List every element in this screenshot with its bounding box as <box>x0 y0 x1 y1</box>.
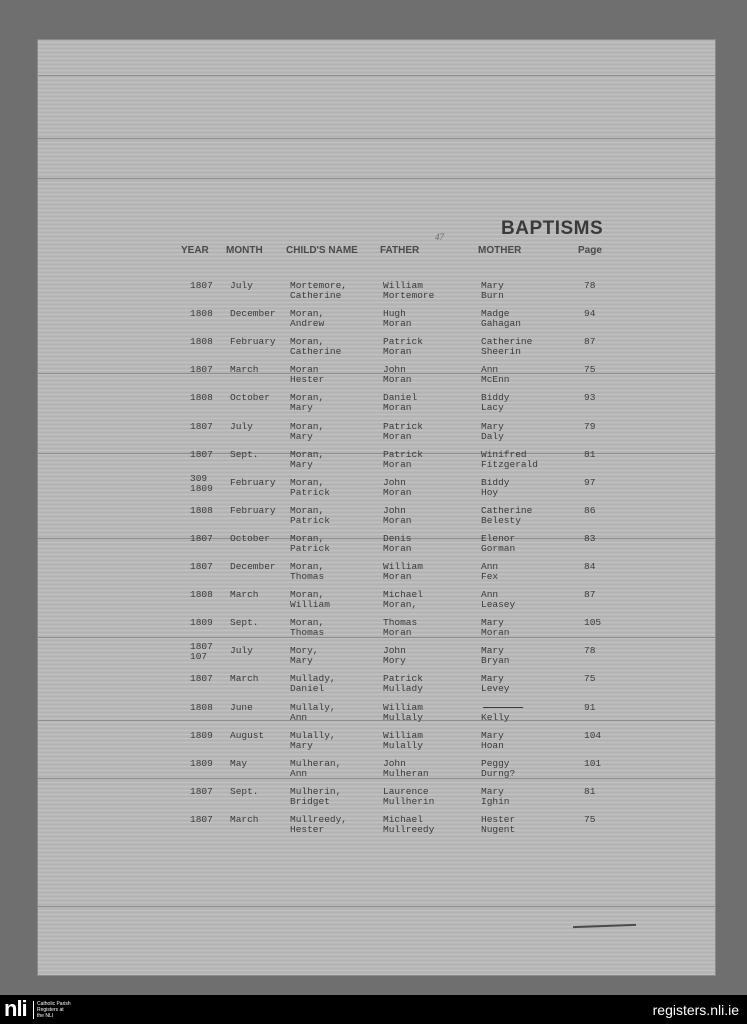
father-forename-cell: William <box>383 561 423 572</box>
mother-surname-cell: Kelly <box>481 711 510 723</box>
table-row <box>38 617 715 645</box>
table-row <box>38 814 715 842</box>
child-forename-cell: Mary <box>290 655 313 667</box>
father-surname-cell: Mortemore <box>383 290 435 301</box>
child-surname-cell: Mortemore, <box>290 280 348 291</box>
father-forename-cell: John <box>383 645 406 657</box>
year-cell: 1807 <box>190 785 213 797</box>
page-cell: 86 <box>584 504 596 516</box>
father-forename-cell: Patrick <box>383 673 423 685</box>
father-forename-cell: William <box>383 701 423 713</box>
table-row <box>38 280 715 308</box>
year-cell: 1807 <box>190 448 213 460</box>
child-forename-cell: Ann <box>290 767 308 779</box>
father-forename-cell: William <box>383 280 423 291</box>
header-month: MONTH <box>226 245 263 256</box>
header-year: YEAR <box>181 245 209 256</box>
father-forename-cell: Patrick <box>383 448 423 460</box>
mother-forename-cell: Mary <box>481 280 504 291</box>
father-forename-cell: Michael <box>383 813 423 825</box>
father-surname-cell: Mory <box>383 655 406 667</box>
year-cell: 1807 <box>190 561 213 572</box>
mother-forename-cell: Biddy <box>481 476 510 488</box>
page-cell: 87 <box>584 336 596 348</box>
year-cell: 1807 <box>190 641 213 653</box>
logo-caption-line: Registers at <box>37 1007 64 1013</box>
child-surname-cell: Mulally, <box>290 729 336 741</box>
page-cell: 97 <box>584 476 596 488</box>
month-cell: October <box>230 532 270 544</box>
blank-underline <box>483 707 523 708</box>
table-row <box>38 589 715 617</box>
mother-forename-cell: Mary <box>481 420 504 432</box>
month-cell: February <box>230 336 276 348</box>
month-cell: Sept. <box>230 448 259 460</box>
child-forename-cell: Bridget <box>290 795 330 807</box>
footer-bar <box>0 995 747 1024</box>
father-surname-cell: Moran <box>383 318 412 330</box>
father-surname-cell: Moran <box>383 486 412 498</box>
table-row <box>38 421 715 449</box>
father-forename-cell: John <box>383 364 406 376</box>
child-forename-cell: Thomas <box>290 627 325 639</box>
child-surname-cell: Moran, <box>290 561 325 572</box>
mother-surname-cell: Daly <box>481 430 504 442</box>
father-forename-cell: Laurence <box>383 785 429 797</box>
child-forename-cell: Hester <box>290 374 325 386</box>
year-cell: 1807 <box>190 813 213 825</box>
page-cell: 105 <box>584 617 602 629</box>
year-cell: 1807 <box>190 280 213 291</box>
page-cell: 75 <box>584 813 596 825</box>
father-surname-cell: Moran <box>383 374 412 386</box>
scanned-register-page <box>38 40 715 975</box>
page-cell: 94 <box>584 308 596 320</box>
header-mother: MOTHER <box>478 245 522 256</box>
child-forename-cell: Patrick <box>290 514 330 526</box>
child-surname-cell: Moran, <box>290 532 325 544</box>
child-surname-cell: Moran, <box>290 589 325 601</box>
mother-surname-cell: Moran <box>481 627 510 639</box>
mother-surname-cell: Fex <box>481 571 499 582</box>
page-cell: 81 <box>584 785 596 797</box>
mother-forename-cell: Hester <box>481 813 516 825</box>
table-row <box>38 673 715 701</box>
table-row <box>38 449 715 477</box>
child-forename-cell: William <box>290 599 330 611</box>
ruled-line <box>38 906 715 907</box>
father-surname-cell: Moran <box>383 430 412 442</box>
page-cell: 83 <box>584 532 596 544</box>
father-forename-cell: Thomas <box>383 617 418 629</box>
table-row <box>38 392 715 420</box>
page-cell: 75 <box>584 673 596 685</box>
father-forename-cell: Daniel <box>383 392 418 404</box>
mother-forename-cell: Mary <box>481 617 504 629</box>
father-forename-cell: Denis <box>383 532 412 544</box>
father-surname-cell: Mullaly <box>383 711 423 723</box>
page-cell: 84 <box>584 561 596 572</box>
mother-forename-cell: Peggy <box>481 757 510 769</box>
child-forename-cell: Andrew <box>290 318 325 330</box>
month-cell: August <box>230 729 265 741</box>
table-row <box>38 364 715 392</box>
page-cell: 91 <box>584 701 596 713</box>
child-surname-cell: Mory, <box>290 645 319 657</box>
year-cell: 1808 <box>190 504 213 516</box>
month-cell: December <box>230 561 276 572</box>
child-surname-cell: Mullreedy, <box>290 813 348 825</box>
table-row <box>38 730 715 758</box>
mother-surname-cell: Gorman <box>481 542 516 554</box>
month-cell: March <box>230 364 259 376</box>
year-cell: 1807 <box>190 673 213 685</box>
table-row <box>38 336 715 364</box>
page-cell: 79 <box>584 420 596 432</box>
pencil-note: 47 <box>435 232 444 242</box>
mother-surname-cell: Lacy <box>481 402 504 414</box>
mother-forename-cell: Ann <box>481 561 499 572</box>
header-father: FATHER <box>380 245 420 256</box>
father-surname-cell: Moran <box>383 458 412 470</box>
page-cell: 101 <box>584 757 602 769</box>
month-cell: July <box>230 645 253 657</box>
father-surname-cell: Moran <box>383 346 412 358</box>
child-surname-cell: Moran, <box>290 420 325 432</box>
child-surname-cell: Mullaly, <box>290 701 336 713</box>
page-cell: 104 <box>584 729 602 741</box>
month-cell: February <box>230 504 276 516</box>
month-cell: December <box>230 308 276 320</box>
child-forename-cell: Patrick <box>290 542 330 554</box>
father-forename-cell: Patrick <box>383 420 423 432</box>
table-row <box>38 641 715 673</box>
month-cell: July <box>230 280 253 291</box>
mother-forename-cell: Ann <box>481 589 499 601</box>
child-forename-cell: Ann <box>290 711 308 723</box>
site-link[interactable]: registers.nli.ie <box>652 1002 739 1018</box>
month-cell: March <box>230 673 259 685</box>
mother-surname-cell: Ighin <box>481 795 510 807</box>
father-surname-cell: Moran <box>383 402 412 414</box>
mother-surname-cell: Sheerin <box>481 346 521 358</box>
mother-surname-cell: Gahagan <box>481 318 521 330</box>
page-cell: 87 <box>584 589 596 601</box>
month-cell: March <box>230 589 259 601</box>
father-surname-cell: Mulheran <box>383 767 429 779</box>
child-surname-cell: Mullady, <box>290 673 336 685</box>
table-row <box>38 561 715 589</box>
child-surname-cell: Moran, <box>290 617 325 629</box>
logo-caption-line: the NLI <box>37 1013 54 1019</box>
page-cell: 93 <box>584 392 596 404</box>
page-title: BAPTISMS <box>501 218 604 239</box>
table-row <box>38 758 715 786</box>
mother-surname-cell: Burn <box>481 290 504 301</box>
year-cell: 1808 <box>190 308 213 320</box>
child-surname-cell: Moran, <box>290 392 325 404</box>
year-cell: 1809 <box>190 617 213 629</box>
month-cell: February <box>230 476 276 488</box>
child-forename-cell: Hester <box>290 823 325 835</box>
year-cell: 1807 <box>190 420 213 432</box>
ruled-line <box>38 138 715 139</box>
nli-logo: nli <box>4 996 27 1021</box>
logo-caption-line: Catholic Parish <box>37 1001 71 1007</box>
child-surname-cell: Moran, <box>290 336 325 348</box>
father-forename-cell: John <box>383 757 406 769</box>
mother-forename-cell: Mary <box>481 673 504 685</box>
child-forename-cell: Catherine <box>290 290 342 301</box>
table-row <box>38 472 715 505</box>
mother-forename-cell: Mary <box>481 645 504 657</box>
year-cell-alt: 1809 <box>190 482 213 494</box>
month-cell: May <box>230 757 248 769</box>
mother-surname-cell: Belesty <box>481 514 521 526</box>
child-forename-cell: Mary <box>290 430 313 442</box>
father-surname-cell: Mulally <box>383 739 423 751</box>
year-cell-alt: 107 <box>190 651 208 663</box>
mother-forename-cell: Ann <box>481 364 499 376</box>
father-surname-cell: Moran <box>383 627 412 639</box>
table-row <box>38 533 715 561</box>
father-forename-cell: Hugh <box>383 308 406 320</box>
father-forename-cell: William <box>383 729 423 741</box>
child-surname-cell: Moran <box>290 364 319 376</box>
mother-surname-cell: Fitzgerald <box>481 458 539 470</box>
father-surname-cell: Mullherin <box>383 795 435 807</box>
year-cell: 1808 <box>190 701 213 713</box>
mother-forename-cell: Catherine <box>481 504 533 516</box>
month-cell: June <box>230 701 253 713</box>
ruled-line <box>38 178 715 179</box>
month-cell: July <box>230 420 253 432</box>
child-forename-cell: Mary <box>290 458 313 470</box>
father-surname-cell: Moran <box>383 571 412 582</box>
child-forename-cell: Patrick <box>290 486 330 498</box>
mother-forename-cell: Biddy <box>481 392 510 404</box>
father-forename-cell: Patrick <box>383 336 423 348</box>
child-surname-cell: Mulheran, <box>290 757 342 769</box>
mother-surname-cell: Levey <box>481 683 510 695</box>
mother-forename-cell: Winifred <box>481 448 527 460</box>
table-row <box>38 702 715 730</box>
mother-surname-cell: Nugent <box>481 823 516 835</box>
mother-surname-cell: Durng? <box>481 767 516 779</box>
table-row <box>38 505 715 533</box>
month-cell: October <box>230 392 270 404</box>
child-surname-cell: Moran, <box>290 448 325 460</box>
mother-forename-cell: Catherine <box>481 336 533 348</box>
year-cell: 1808 <box>190 336 213 348</box>
mother-surname-cell: Leasey <box>481 599 516 611</box>
father-surname-cell: Mullreedy <box>383 823 435 835</box>
child-surname-cell: Moran, <box>290 504 325 516</box>
father-forename-cell: John <box>383 504 406 516</box>
child-forename-cell: Thomas <box>290 571 325 582</box>
father-forename-cell: John <box>383 476 406 488</box>
mother-forename-cell: Mary <box>481 785 504 797</box>
father-surname-cell: Moran <box>383 514 412 526</box>
mother-surname-cell: Hoy <box>481 486 499 498</box>
father-surname-cell: Moran <box>383 542 412 554</box>
year-cell: 309 <box>190 472 208 484</box>
month-cell: Sept. <box>230 617 259 629</box>
page-cell: 81 <box>584 448 596 460</box>
mother-surname-cell: McEnn <box>481 374 510 386</box>
logo-caption <box>37 1001 71 1019</box>
page-cell: 78 <box>584 645 596 657</box>
child-surname-cell: Moran, <box>290 476 325 488</box>
child-forename-cell: Mary <box>290 402 313 414</box>
header-child: CHILD'S NAME <box>286 245 358 256</box>
month-cell: March <box>230 813 259 825</box>
child-surname-cell: Mulherin, <box>290 785 342 797</box>
page-cell: 75 <box>584 364 596 376</box>
child-forename-cell: Mary <box>290 739 313 751</box>
mother-surname-cell: Hoan <box>481 739 504 751</box>
header-page: Page <box>578 245 602 256</box>
mother-surname-cell: Bryan <box>481 655 510 667</box>
ruled-line <box>38 75 715 76</box>
year-cell: 1808 <box>190 392 213 404</box>
father-surname-cell: Moran, <box>383 599 418 611</box>
year-cell: 1809 <box>190 757 213 769</box>
father-forename-cell: Michael <box>383 589 423 601</box>
mother-forename-cell: Elenor <box>481 532 516 544</box>
table-row <box>38 786 715 814</box>
pen-stroke <box>573 924 636 928</box>
page-cell: 78 <box>584 280 596 291</box>
child-forename-cell: Catherine <box>290 346 342 358</box>
child-surname-cell: Moran, <box>290 308 325 320</box>
year-cell: 1809 <box>190 729 213 741</box>
mother-forename-cell: Madge <box>481 308 510 320</box>
father-surname-cell: Mullady <box>383 683 423 695</box>
child-forename-cell: Daniel <box>290 683 325 695</box>
mother-forename-cell: Mary <box>481 729 504 741</box>
year-cell: 1807 <box>190 532 213 544</box>
year-cell: 1808 <box>190 589 213 601</box>
logo-divider <box>33 1001 34 1019</box>
year-cell: 1807 <box>190 364 213 376</box>
month-cell: Sept. <box>230 785 259 797</box>
table-row <box>38 308 715 336</box>
